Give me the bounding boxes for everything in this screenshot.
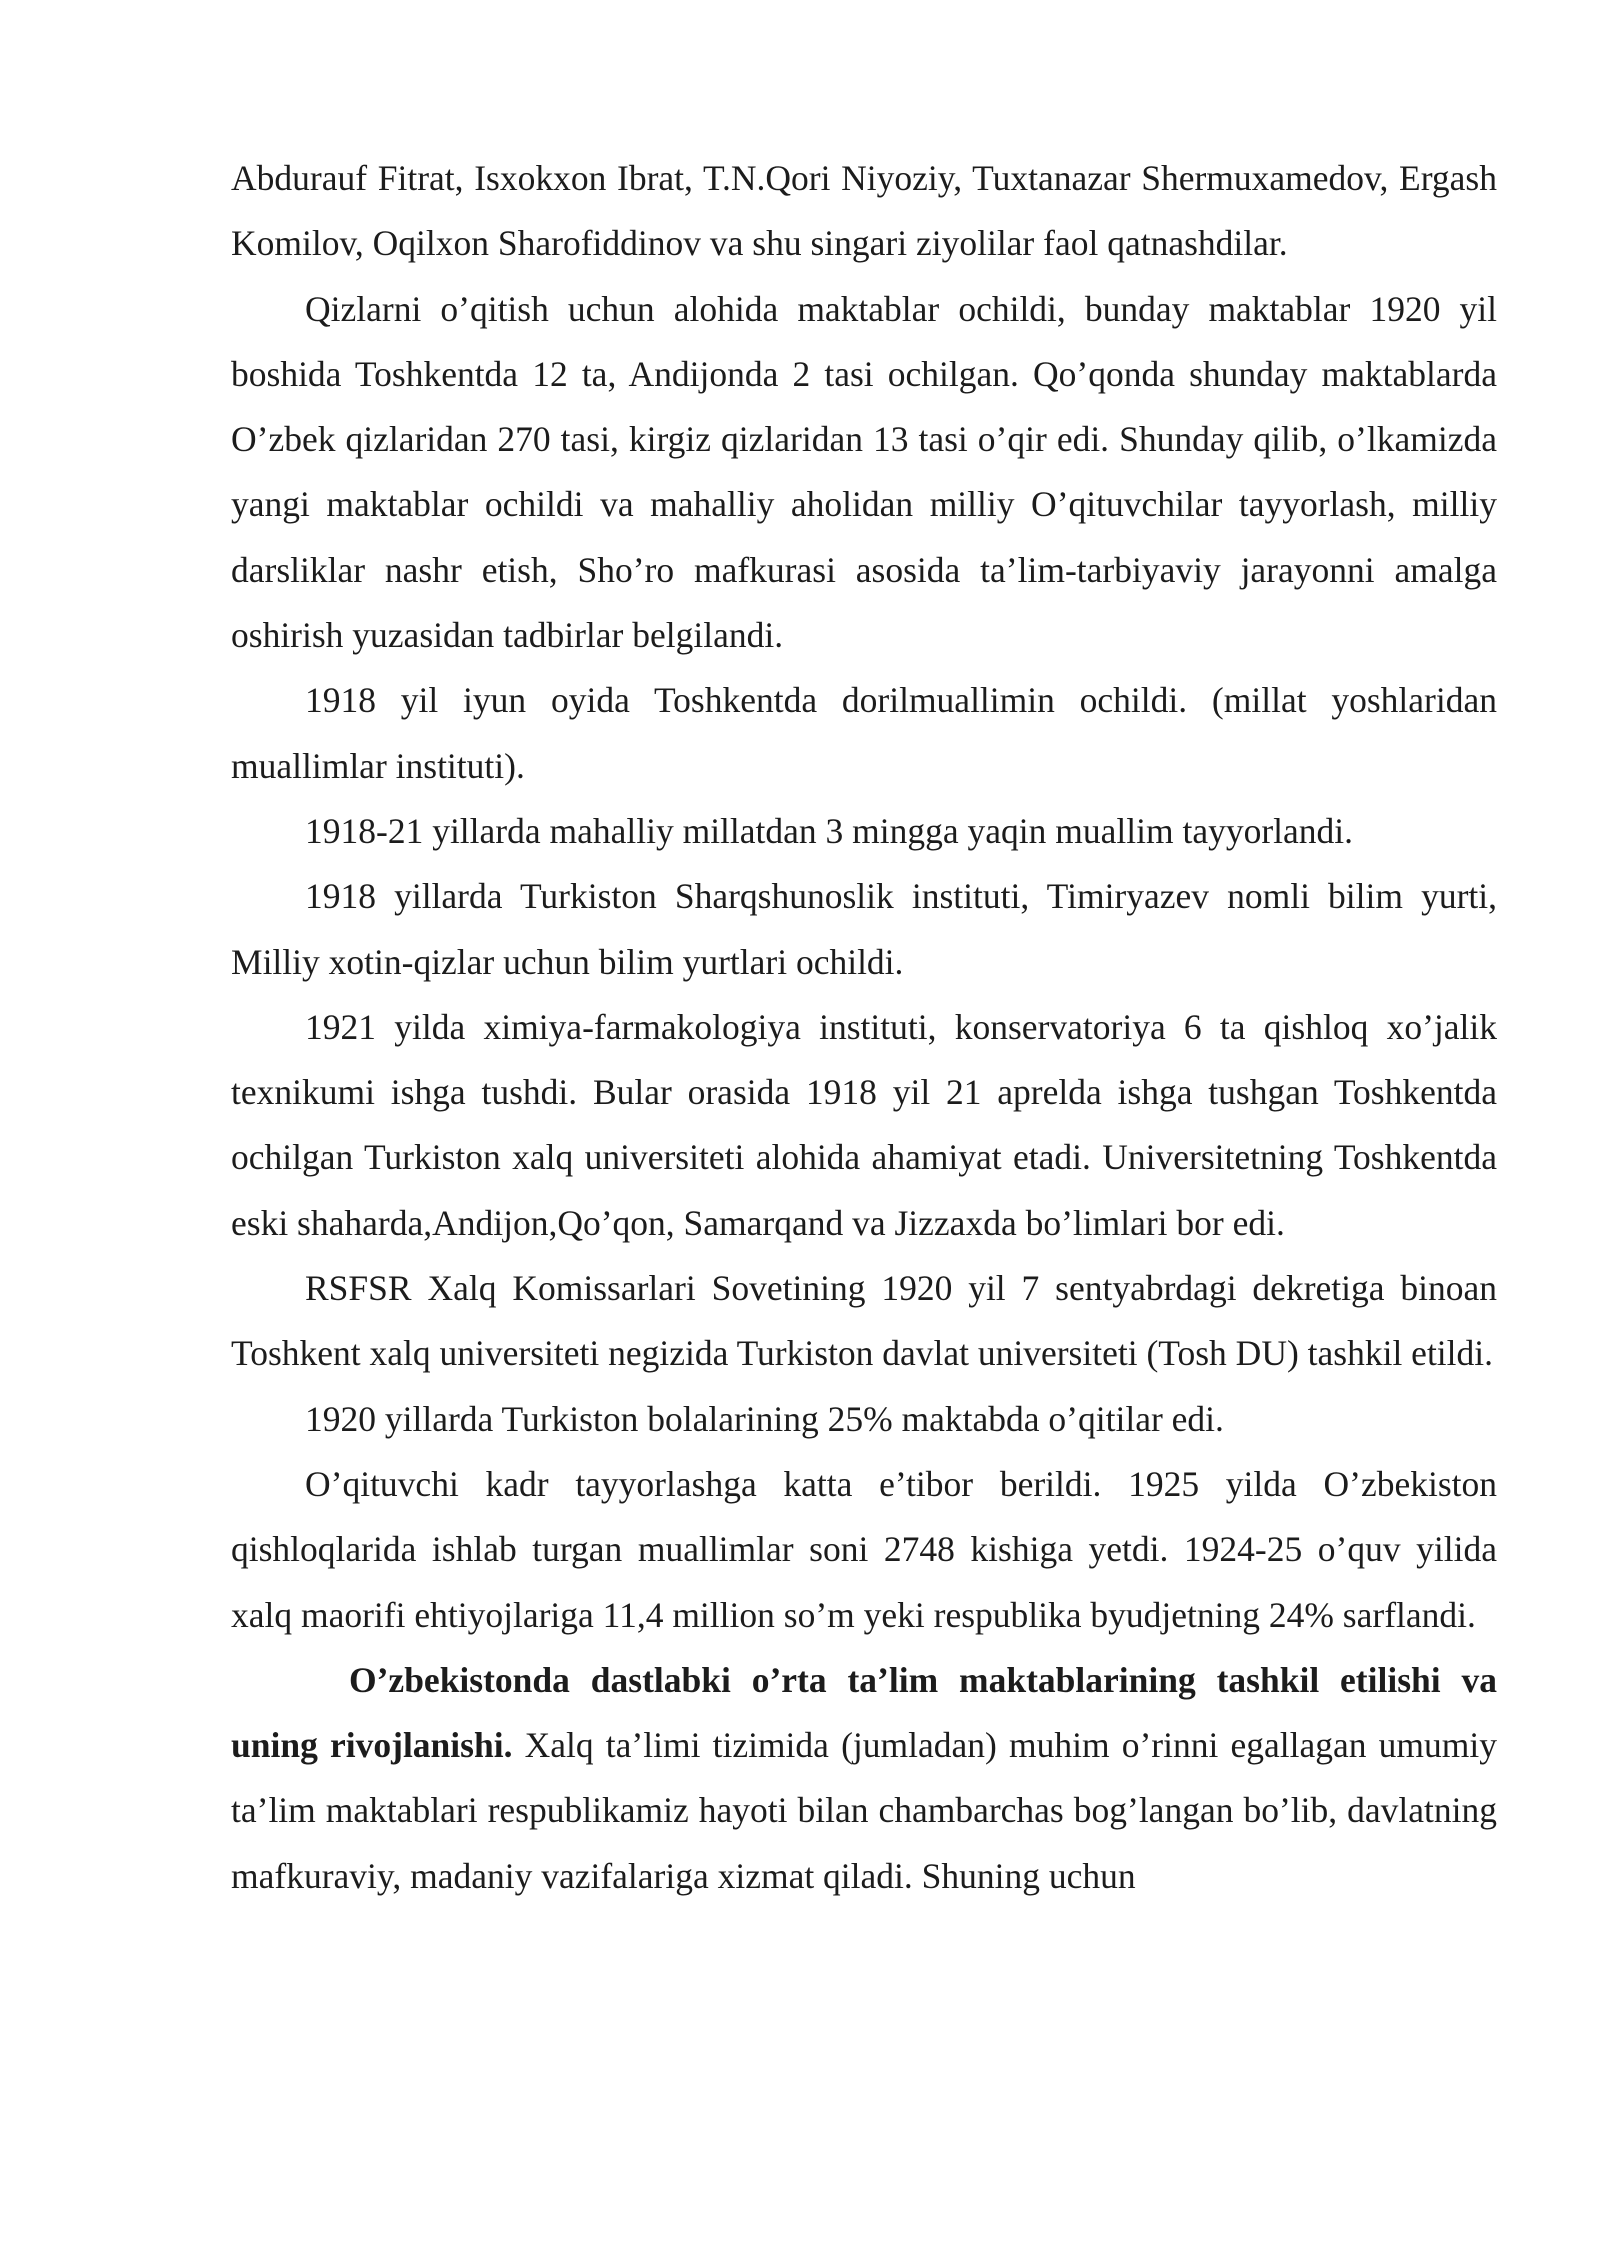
paragraph-rsfsr-decree: RSFSR Xalq Komissarlari Sovetining 1920 yil 7 sentyabrdagi dekretiga binoan Toshkent xalq universiteti negizida Turkiston davlat universiteti (Tosh DU) tashkil etildi.	[231, 1268, 1497, 1374]
paragraph-institutes-1918: 1918 yillarda Turkiston Sharqshunoslik instituti, Timiryazev nomli bilim yurti, Milliy xotin-qizlar uchun bilim yurtlari ochildi.	[231, 876, 1497, 982]
paragraph-teacher-training: O’qituvchi kadr tayyorlashga katta e’tibor berildi. 1925 yilda O’zbekiston qishloqlarida ishlab turgan muallimlar soni 2748 kishiga yetdi. 1924-25 o’quv yilida xalq maorifi ehtiyojlariga 11,4 million so’m yeki respublika byudjetning 24% sarflandi.	[231, 1463, 1497, 1635]
section-heading: O’zbekistonda dastlabki o’rta ta’lim maktablarining tashkil etilishi va uning rivojlanishi.	[231, 1659, 1497, 1766]
section-text: Xalq ta’limi tizimida (jumladan) muhim o’rinni egallagan umumiy ta’lim maktablari respublikamiz hayoti bilan chambarchas bog’langan bo’lib, davlatning mafkuraviy, madaniy vazifalariga xizmat qiladi. Shuning uchun	[231, 1725, 1497, 1896]
paragraph-schooling-rate: 1920 yillarda Turkiston bolalarining 25% maktabda o’qitilar edi.	[305, 1398, 1224, 1439]
paragraph-teachers-trained: 1918-21 yillarda mahalliy millatdan 3 mingga yaqin muallim tayyorlandi.	[305, 810, 1354, 851]
document-page	[231, 146, 1497, 1909]
paragraph-intellectuals: Abdurauf Fitrat, Isxokxon Ibrat, T.N.Qori Niyoziy, Tuxtanazar Shermuxamedov, Ergash Komilov, Oqilxon Sharofiddinov va shu singari ziyolilar faol qatnashdilar.	[231, 158, 1497, 264]
section-paragraph	[231, 1648, 1497, 1909]
paragraph-institutes-1921: 1921 yilda ximiya-farmakologiya instituti, konservatoriya 6 ta qishloq xo’jalik texnikumi ishga tushdi. Bular orasida 1918 yil 21 aprelda ishga tushgan Toshkentda ochilgan Turkiston xalq universiteti alohida ahamiyat etadi. Universitetning Toshkentda eski shaharda,Andijon,Qo’qon, Samarqand va Jizzaxda bo’limlari bor edi.	[231, 1006, 1497, 1243]
paragraph-dorilmuallimin: 1918 yil iyun oyida Toshkentda dorilmuallimin ochildi. (millat yoshlaridan muallimlar instituti).	[231, 680, 1497, 786]
paragraph-girls-schools: Qizlarni o’qitish uchun alohida maktablar ochildi, bunday maktablar 1920 yil boshida Toshkentda 12 ta, Andijonda 2 tasi ochilgan. Qo’qonda shunday maktablarda O’zbek qizlaridan 270 tasi, kirgiz qizlaridan 13 tasi o’qir edi. Shunday qilib, o’lkamizda yangi maktablar ochildi va mahalliy aholidan milliy O’qituvchilar tayyorlash, milliy darsliklar nashr etish, Sho’ro mafkurasi asosida ta’lim-tarbiyaviy jarayonni amalga oshirish yuzasidan tadbirlar belgilandi.	[231, 288, 1497, 656]
